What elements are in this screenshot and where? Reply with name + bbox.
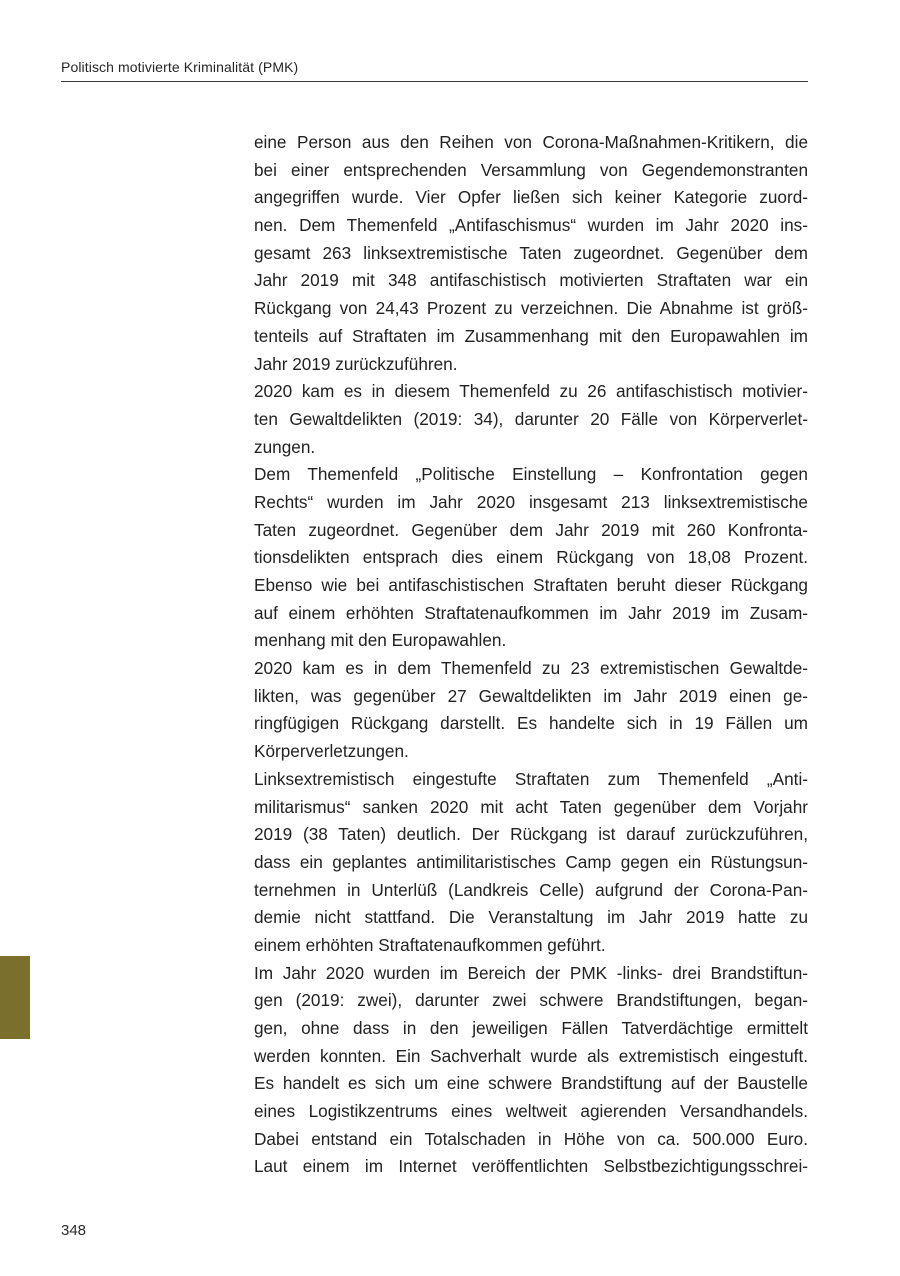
text-line: 2020 kam es in dem Themenfeld zu 23 extremistischen Gewaltde- [254,658,808,679]
page-number: 348 [61,1222,87,1239]
text-line: Linksextremistisch eingestufte Straftaten zum Themenfeld „Anti- [254,768,808,789]
text-line: Dem Themenfeld „Politische Einstellung – Konfrontation gegen [254,464,808,485]
paragraph [254,766,808,960]
text-line: tionsdelikten entsprach dies einem Rückgang von 18,08 Prozent. [254,547,808,568]
text-line: eines Logistikzentrums eines weltweit agierenden Versandhandels. [254,1101,808,1122]
text-line: Dabei entstand ein Totalschaden in Höhe von ca. 500.000 Euro. [254,1128,808,1149]
text-line: Im Jahr 2020 wurden im Bereich der PMK -links- drei Brandstiftun- [254,962,808,983]
running-header [61,58,808,82]
text-line: nen. Dem Themenfeld „Antifaschismus“ wurden im Jahr 2020 ins- [254,215,808,236]
text-line: auf einem erhöhten Straftatenaufkommen im Jahr 2019 im Zusam- [254,602,808,623]
text-line: Ebenso wie bei antifaschistischen Straftaten beruht dieser Rückgang [254,575,808,595]
text-line: gesamt 263 linksextremistische Taten zugeordnet. Gegenüber dem [254,242,808,263]
text-line: gen, ohne dass in den jeweiligen Fällen Tatverdächtige ermittelt [254,1018,808,1038]
text-line: 2020 kam es in diesem Themenfeld zu 26 antifaschistisch motivier- [254,381,808,402]
text-line: militarismus“ sanken 2020 mit acht Taten gegenüber dem Vorjahr [254,796,808,817]
paragraph [254,378,808,461]
text-line: bei einer entsprechenden Versammlung von Gegendemonstranten [254,159,808,180]
text-line: Jahr 2019 zurückzuführen. [254,353,458,374]
text-line: 2019 (38 Taten) deutlich. Der Rückgang ist darauf zurückzuführen, [254,824,808,845]
text-line: einem erhöhten Straftatenaufkommen geführt. [254,934,606,955]
paragraph [254,129,808,378]
paragraph [254,960,808,1182]
text-line: menhang mit den Europawahlen. [254,630,507,651]
text-line: Rückgang von 24,43 Prozent zu verzeichnen. Die Abnahme ist größ- [254,298,808,319]
text-line: ringfügigen Rückgang darstellt. Es handelte sich in 19 Fällen um [254,713,808,734]
text-line: likten, was gegenüber 27 Gewaltdelikten im Jahr 2019 einen ge- [254,685,808,706]
text-line: Körperverletzungen. [254,741,409,762]
text-line: werden konnten. Ein Sachverhalt wurde als extremistisch eingestuft. [254,1045,808,1066]
text-line: gen (2019: zwei), darunter zwei schwere Brandstiftungen, began- [254,990,808,1011]
paragraph [254,655,808,766]
text-line: zungen. [254,436,316,457]
text-line: Jahr 2019 mit 348 antifaschistisch motivierten Straftaten war ein [254,270,808,291]
text-line: Taten zugeordnet. Gegenüber dem Jahr 2019 mit 260 Konfronta- [254,519,808,540]
chapter-marker-tab [0,956,30,1039]
text-line: Laut einem im Internet veröffentlichten Selbstbezichtigungsschrei- [254,1156,808,1177]
text-line: angegriffen wurde. Vier Opfer ließen sich keiner Kategorie zuord- [254,187,808,208]
text-line: Rechts“ wurden im Jahr 2020 insgesamt 213 linksextremistische [254,491,808,512]
paragraph [254,461,808,655]
text-line: ternehmen in Unterlüß (Landkreis Celle) aufgrund der Corona-Pan- [254,879,808,900]
text-line: demie nicht stattfand. Die Veranstaltung im Jahr 2019 hatte zu [254,907,808,928]
text-line: eine Person aus den Reihen von Corona-Maßnahmen-Kritikern, die [254,132,808,152]
body-text [254,129,808,1181]
text-line: tenteils auf Straftaten im Zusammenhang mit den Europawahlen im [254,325,808,346]
text-line: dass ein geplantes antimilitaristisches Camp gegen ein Rüstungsun- [254,851,808,872]
running-header-title: Politisch motivierte Kriminalität (PMK) [61,59,299,75]
text-line: Es handelt es sich um eine schwere Brandstiftung auf der Baustelle [254,1073,808,1094]
text-line: ten Gewaltdelikten (2019: 34), darunter 20 Fälle von Körperverlet- [254,408,808,429]
